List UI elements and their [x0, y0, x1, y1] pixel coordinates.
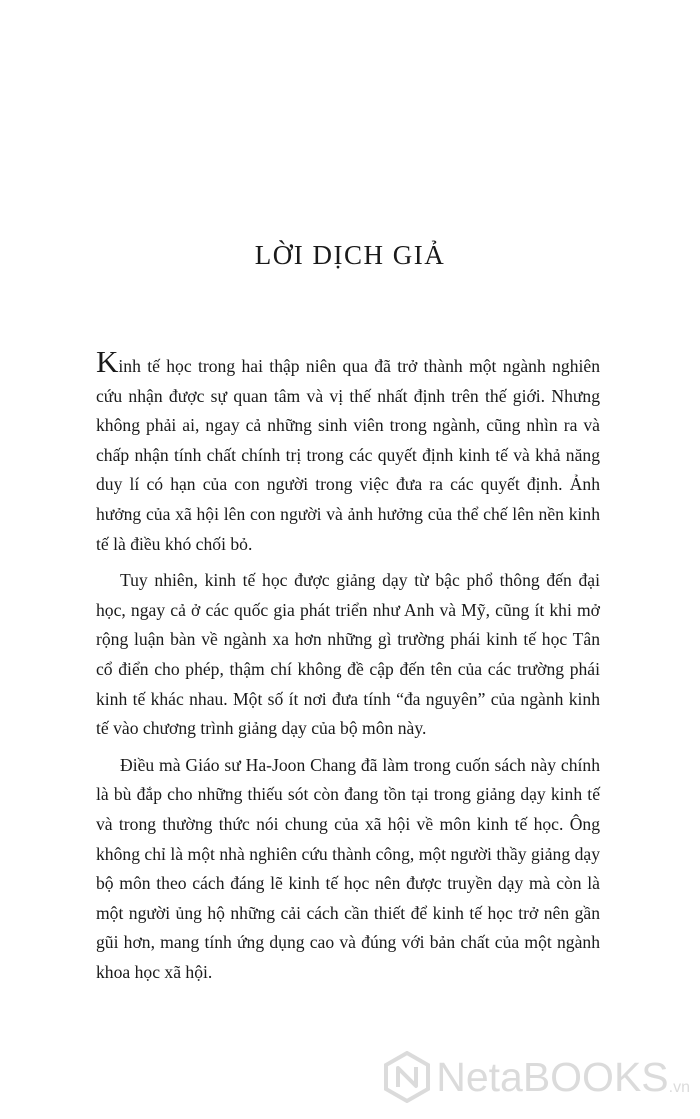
paragraph-2: Tuy nhiên, kinh tế học được giảng dạy từ bậc phổ thông đến đại học, ngay cả ở các quốc gia phát triển như Anh và Mỹ, cũng ít khi mở rộng luận bàn về ngành xa hơn những gì trường phái kinh tế học Tân cổ điển cho phép, thậm chí không đề cập đến tên của các trường phái kinh tế khác nhau. Một số ít nơi đưa tính “đa nguyên” của ngành kinh tế vào chương trình giảng dạy của bộ môn này.	[96, 570, 600, 739]
paragraph-3: Điều mà Giáo sư Ha-Joon Chang đã làm trong cuốn sách này chính là bù đắp cho những thiếu sót còn đang tồn tại trong giảng dạy kinh tế và trong thường thức nói chung của xã hội về môn kinh tế học. Ông không chỉ là một nhà nghiên cứu thành công, một người thầy giảng dạy bộ môn theo cách đáng lẽ kinh tế học nên được truyền dạy mà còn là một người ủng hộ những cải cách cần thiết để kinh tế học trở nên gần gũi hơn, mang tính ứng dụng cao và đúng với bản chất của một ngành khoa học xã hội.	[96, 754, 600, 982]
watermark-brand: NetaBOOKS	[436, 1053, 669, 1100]
watermark	[384, 1051, 690, 1103]
body-text	[96, 344, 600, 994]
watermark-suffix: .vn	[668, 1079, 690, 1096]
page-title: LỜI DỊCH GIẢ	[254, 240, 446, 270]
paragraph-1	[96, 344, 600, 559]
n-logo-icon	[384, 1051, 430, 1103]
drop-cap: K	[96, 344, 119, 379]
paragraph-1-text: inh tế học trong hai thập niên qua đã trở thành một ngành nghiên cứu nhận được sự quan tâm và vị thế nhất định trên thế giới. Nhưng không phải ai, ngay cả những sinh viên trong ngành, cũng nhìn ra và chấp nhận tính chất chính trị trong các quyết định kinh tế và khả năng duy lí có hạn của con người trong việc đưa ra các quyết định. Ảnh hưởng của xã hội lên con người và ảnh hưởng của thể chế lên nền kinh tế là điều khó chối bỏ.	[96, 356, 600, 554]
